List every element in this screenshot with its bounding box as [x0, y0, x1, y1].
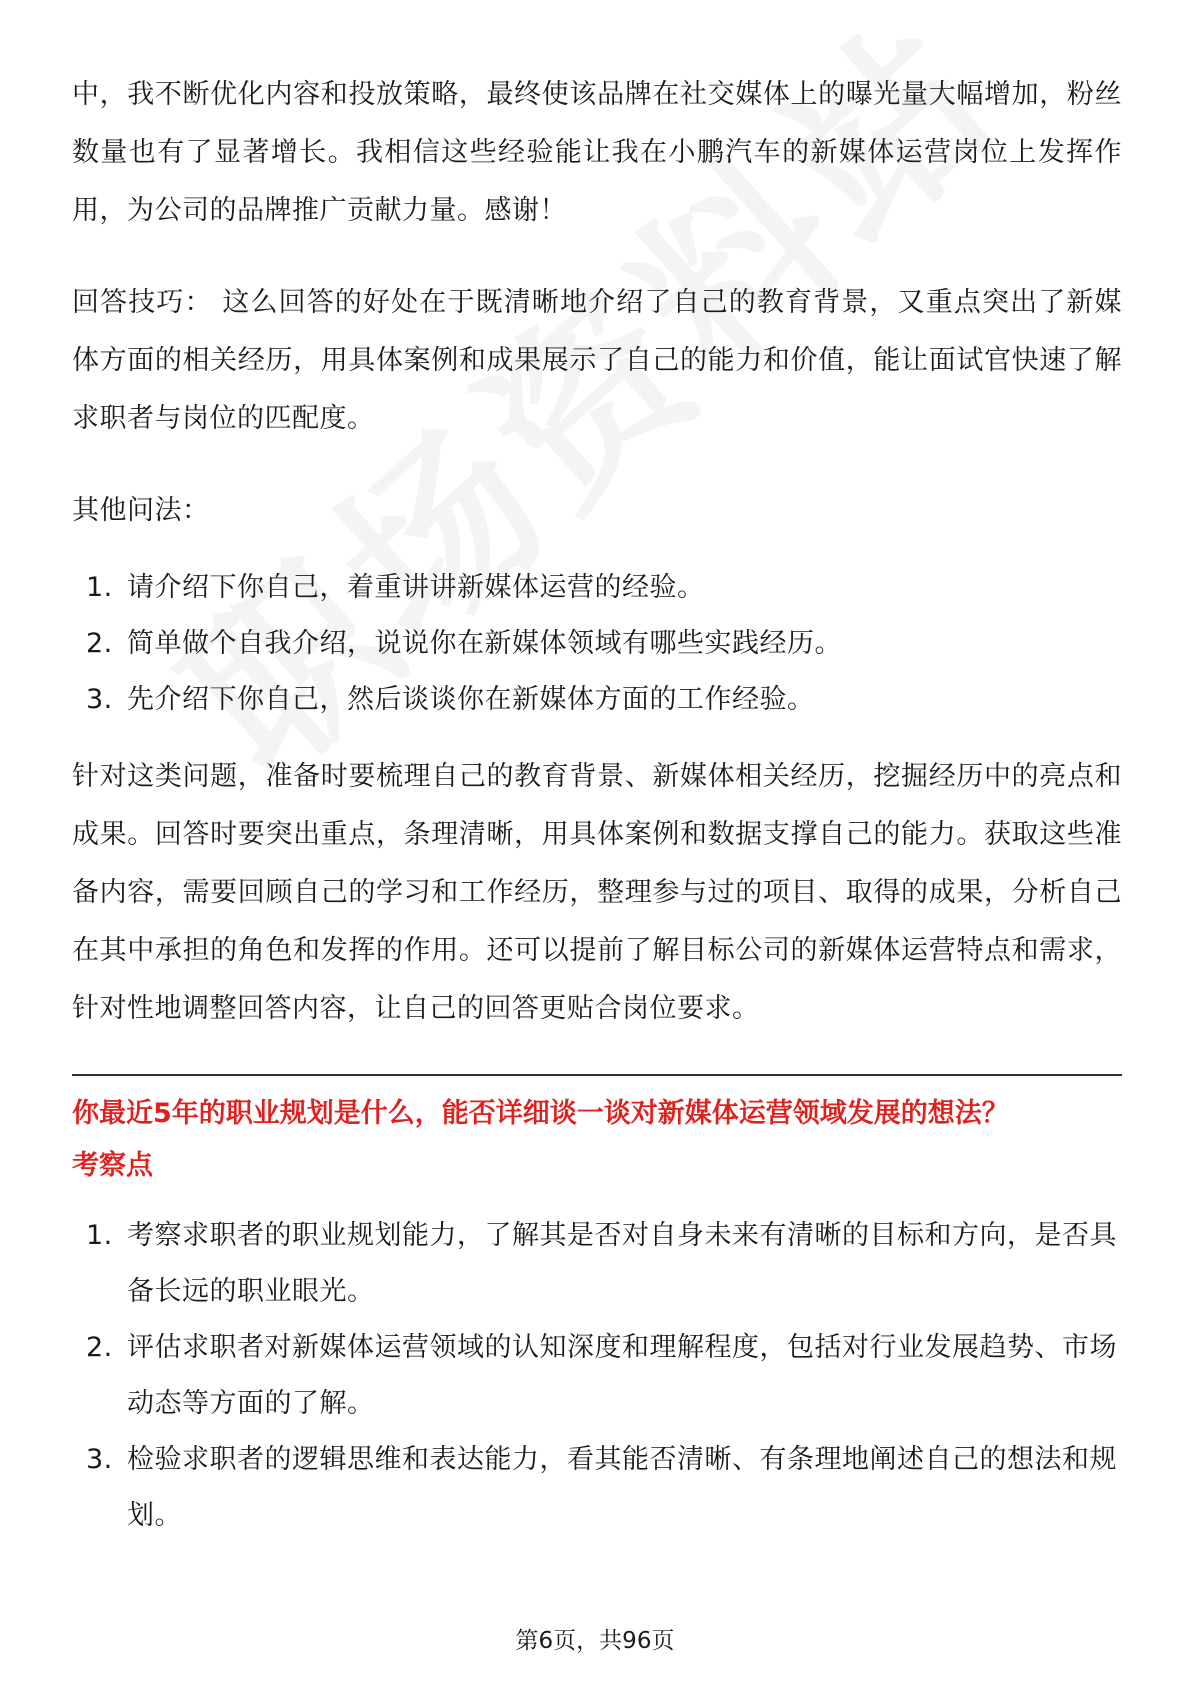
list-item — [72, 1432, 1122, 1544]
list-item-text: 考察求职者的职业规划能力，了解其是否对自身未来有清晰的目标和方向，是否具备长远的职业眼光。 — [127, 1220, 1117, 1307]
list-item-text: 评估求职者对新媒体运营领域的认知深度和理解程度，包括对行业发展趋势、市场动态等方面的了解。 — [127, 1332, 1117, 1419]
page-footer: 第6页，共96页 — [515, 1628, 675, 1654]
question-heading: 你最近5年的职业规划是什么，能否详细谈一谈对新媒体运营领域发展的想法？ — [72, 1098, 1009, 1129]
points-label: 考察点 — [72, 1150, 153, 1181]
prep-paragraph: 针对这类问题，准备时要梳理自己的教育背景、新媒体相关经历，挖掘经历中的亮点和成果。回答时要突出重点，条理清晰，用具体案例和数据支撑自己的能力。获取这些准备内容，需要回顾自己的学习和工作经历，整理参与过的项目、取得的成果，分析自己在其中承担的角色和发挥的作用。还可以提前了解目标公司的新媒体运营特点和需求，针对性地调整回答内容，让自己的回答更贴合岗位要求。 — [72, 761, 1122, 1024]
list-item-text: 请介绍下你自己，着重讲讲新媒体运营的经验。 — [127, 572, 705, 603]
section-divider — [72, 1074, 1122, 1076]
list-item-text: 简单做个自我介绍，说说你在新媒体领域有哪些实践经历。 — [127, 628, 842, 659]
list-item-number: 3. — [86, 1444, 113, 1475]
list-item — [72, 672, 1122, 728]
list-item-number: 1. — [86, 1220, 113, 1251]
tips-paragraph: 回答技巧： 这么回答的好处在于既清晰地介绍了自己的教育背景，又重点突出了新媒体方面的相关经历，用具体案例和成果展示了自己的能力和价值，能让面试官快速了解求职者与岗位的匹配度。 — [72, 287, 1122, 434]
list-item — [72, 560, 1122, 616]
other-ways-list — [72, 560, 1122, 728]
list-item — [72, 1208, 1122, 1320]
list-item — [72, 1320, 1122, 1432]
points-list — [72, 1208, 1122, 1544]
list-item-number: 1. — [86, 572, 113, 603]
list-item-number: 2. — [86, 628, 113, 659]
page-content — [72, 66, 1122, 1544]
list-item-number: 2. — [86, 1332, 113, 1363]
intro-paragraph: 中，我不断优化内容和投放策略，最终使该品牌在社交媒体上的曝光量大幅增加，粉丝数量也有了显著增长。我相信这些经验能让我在小鹏汽车的新媒体运营岗位上发挥作用，为公司的品牌推广贡献力量。感谢！ — [72, 79, 1122, 226]
list-item-number: 3. — [86, 684, 113, 715]
list-item — [72, 616, 1122, 672]
list-item-text: 检验求职者的逻辑思维和表达能力，看其能否清晰、有条理地阐述自己的想法和规划。 — [127, 1444, 1117, 1531]
other-ways-label: 其他问法： — [72, 495, 210, 526]
list-item-text: 先介绍下你自己，然后谈谈你在新媒体方面的工作经验。 — [127, 684, 815, 715]
